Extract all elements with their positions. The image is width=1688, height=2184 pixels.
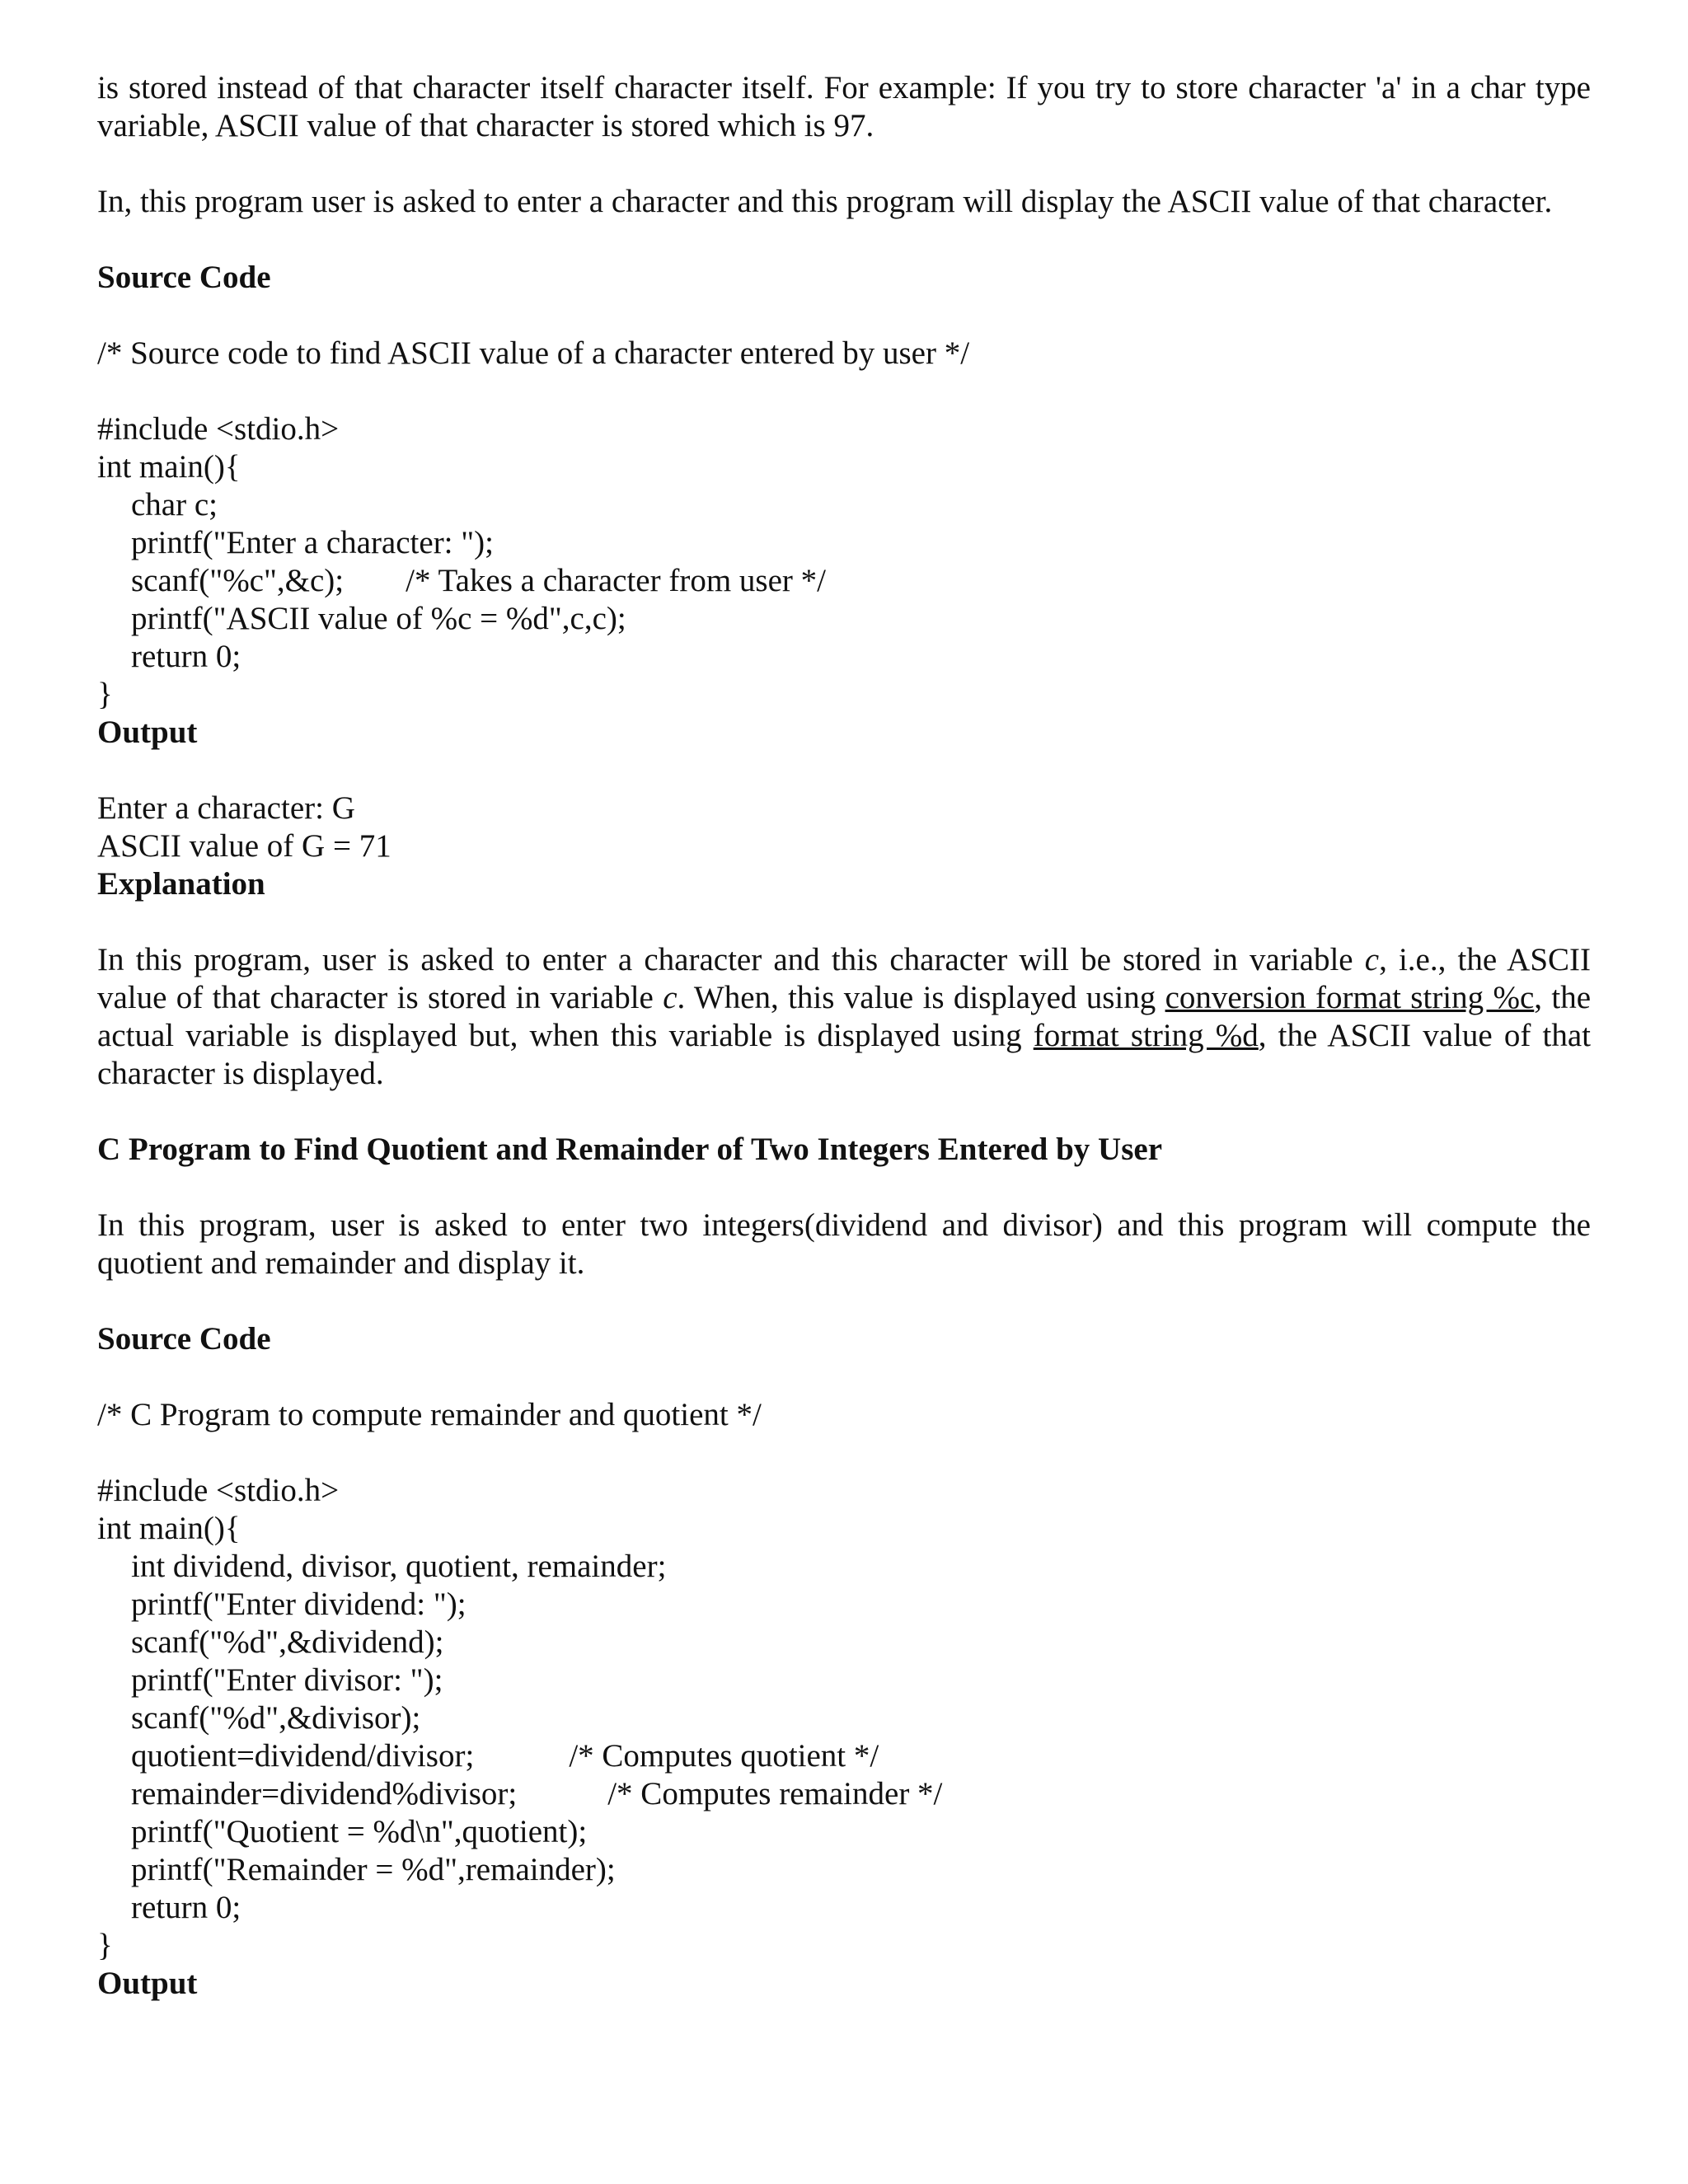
code-line: [97, 1737, 1591, 1775]
code-line: [97, 562, 1591, 600]
output-line: Enter a character: G: [97, 790, 355, 826]
explanation-text: . When, this value is displayed using: [677, 980, 1165, 1015]
explanation-text: In this program, user is asked to enter a character and this character will be stored in variable: [97, 942, 1365, 977]
code-line: printf("Enter a character: ");: [131, 525, 495, 560]
document-page: [97, 69, 1591, 2003]
code-statement: quotient=dividend/divisor;: [131, 1738, 475, 1774]
code-line: return 0;: [131, 1890, 241, 1925]
code-line: int dividend, divisor, quotient, remainder;: [131, 1549, 667, 1584]
explanation-text: , the actual variable is displayed but, when this variable is displayed using: [97, 980, 1592, 1053]
section2-intro: In this program, user is asked to enter two integers(dividend and divisor) and this program will compute the quotient and remainder and display it.: [97, 1207, 1591, 1281]
output-heading-2: Output: [97, 1966, 198, 2001]
code-block-1: [97, 410, 1591, 714]
code-comment-1: /* Source code to find ASCII value of a character entered by user */: [97, 335, 970, 371]
code-line: return 0;: [131, 639, 241, 674]
variable-name: c: [663, 980, 678, 1015]
variable-name: c: [1364, 942, 1380, 977]
code-statement: scanf("%c",&c);: [131, 563, 345, 598]
code-line: printf("Enter dividend: ");: [131, 1586, 467, 1622]
conversion-format-link[interactable]: conversion format string %c: [1165, 980, 1535, 1015]
explanation-text: , the ASCII value of that character is displayed.: [97, 1018, 1591, 1091]
code-inline-comment: /* Takes a character from user */: [406, 563, 826, 598]
explanation-text: , i.e., the ASCII value of that character is stored in variable: [97, 942, 1591, 1015]
format-string-link[interactable]: format string %d: [1033, 1018, 1259, 1053]
source-code-heading-1: Source Code: [97, 260, 271, 295]
source-code-heading-2: Source Code: [97, 1321, 271, 1357]
code-line: scanf("%d",&divisor);: [131, 1700, 421, 1736]
code-line: int main(){: [97, 1511, 241, 1546]
explanation-heading: Explanation: [97, 866, 265, 902]
code-line: printf("Quotient = %d\n",quotient);: [131, 1814, 588, 1849]
section-title-2: C Program to Find Quotient and Remainder of Two Integers Entered by User: [97, 1132, 1163, 1167]
code-line: #include <stdio.h>: [97, 411, 340, 447]
code-line: }: [97, 1928, 113, 1963]
code-line: printf("Remainder = %d",remainder);: [131, 1852, 616, 1887]
output-line: ASCII value of G = 71: [97, 828, 392, 864]
output-heading-1: Output: [97, 715, 198, 750]
explanation-paragraph: [97, 941, 1591, 1093]
intro-paragraph-1: is stored instead of that character itself character itself. For example: If you try to store character 'a' in a char type variable, ASCII value of that character is stored which is 97.: [97, 70, 1591, 143]
code-line: [97, 1775, 1591, 1813]
code-line: }: [97, 677, 113, 712]
code-block-2: [97, 1472, 1591, 1965]
code-line: char c;: [131, 487, 218, 523]
code-line: printf("ASCII value of %c = %d",c,c);: [131, 601, 626, 636]
intro-paragraph-2: In, this program user is asked to enter a character and this program will display the ASCII value of that character.: [97, 184, 1553, 219]
code-line: scanf("%d",&dividend);: [131, 1624, 444, 1660]
code-line: int main(){: [97, 449, 241, 485]
code-inline-comment: /* Computes quotient */: [569, 1738, 879, 1774]
code-line: printf("Enter divisor: ");: [131, 1662, 443, 1698]
code-comment-2: /* C Program to compute remainder and quotient */: [97, 1397, 762, 1432]
code-inline-comment: /* Computes remainder */: [607, 1776, 943, 1811]
code-statement: remainder=dividend%divisor;: [131, 1776, 518, 1811]
code-line: #include <stdio.h>: [97, 1473, 340, 1508]
